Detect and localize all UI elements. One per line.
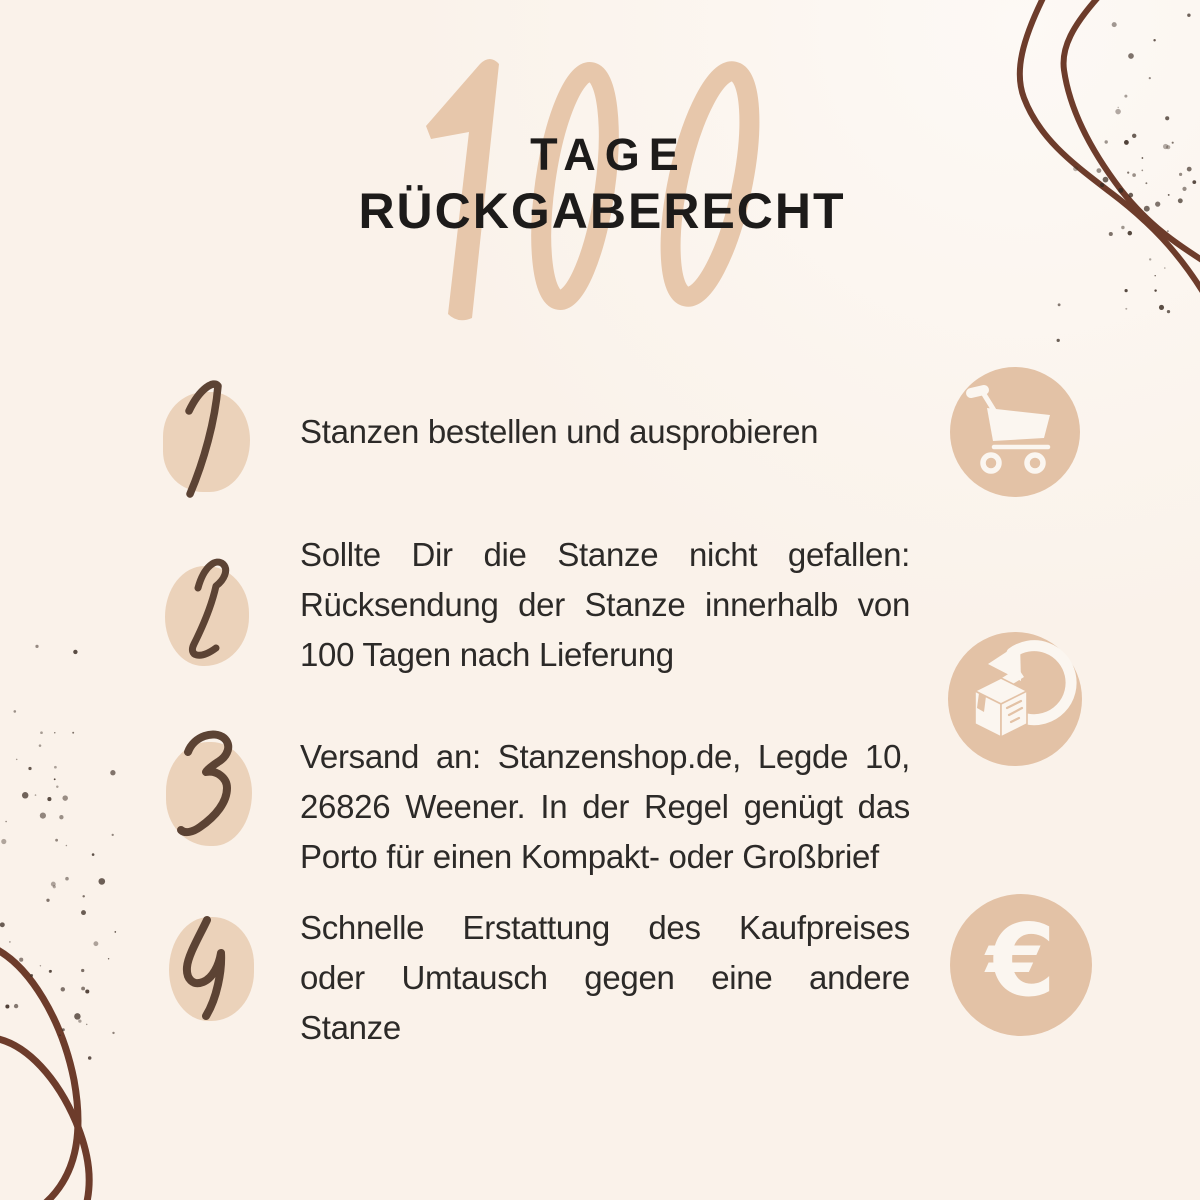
title-line-1: TAGE: [530, 129, 688, 180]
title-line-2: RÜCKGABERECHT: [358, 183, 846, 239]
handwritten-numeral-2: [176, 552, 248, 680]
euro-icon: [950, 894, 1092, 1036]
handwritten-numeral-4: [178, 903, 254, 1035]
corner-line-bottom-left-1: [0, 948, 78, 1200]
step-text-line: Stanze: [300, 1009, 401, 1046]
step-text-line: Sollte Dir die Stanze nicht gefallen:: [300, 536, 910, 573]
euro-symbol: €: [986, 902, 1056, 1019]
package-return-glyph: [948, 632, 1082, 766]
step-text-line: Stanzen bestellen und ausprobieren: [300, 413, 819, 450]
step-2-text: [300, 530, 910, 680]
step-4-text: [300, 903, 910, 1053]
shopping-cart-icon: [950, 367, 1080, 497]
step-text-line: Schnelle Erstattung des Kaufpreises: [300, 909, 910, 946]
step-text-line: 100 Tagen nach Lieferung: [300, 636, 674, 673]
step-text-line: Rücksendung der Stanze innerhalb von: [300, 586, 910, 623]
shopping-cart-glyph: [950, 367, 1080, 497]
step-3-text: [300, 732, 910, 882]
step-1-text: [300, 407, 910, 457]
handwritten-numeral-1: [180, 376, 244, 506]
step-text-line: Versand an: Stanzenshop.de, Legde 10,: [300, 738, 910, 775]
package-return-icon: [948, 632, 1082, 766]
corner-line-bottom-left-2: [0, 1038, 89, 1200]
step-text-line: 26826 Weener. In der Regel genügt das: [300, 788, 910, 825]
handwritten-numeral-3: [176, 726, 252, 858]
step-text-line: oder Umtausch gegen eine andere: [300, 959, 910, 996]
step-text-line: Porto für einen Kompakt- oder Großbrief: [300, 838, 879, 875]
